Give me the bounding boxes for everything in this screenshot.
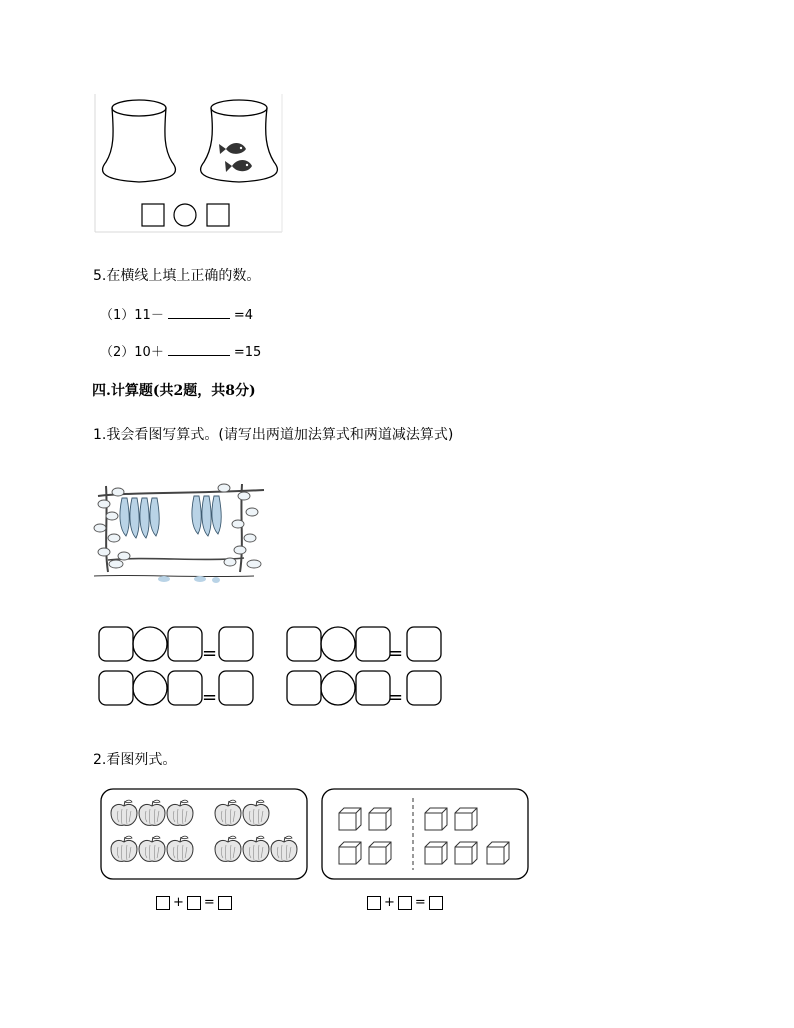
apple-icon bbox=[167, 836, 193, 861]
question-5-item-1 bbox=[100, 304, 253, 323]
apple-icon bbox=[139, 836, 165, 861]
cube-icon bbox=[339, 808, 361, 830]
question-1-title: 1.我会看图写算式。(请写出两道加法算式和两道减法算式) bbox=[93, 427, 454, 443]
equation-row bbox=[287, 627, 441, 664]
answer-box[interactable] bbox=[207, 204, 229, 226]
apple-icon bbox=[111, 800, 137, 825]
cube-icon bbox=[455, 842, 477, 864]
answer-box[interactable] bbox=[99, 627, 133, 661]
equals-sign: = bbox=[414, 895, 426, 910]
answer-box[interactable] bbox=[156, 896, 170, 910]
equation-grid bbox=[96, 624, 446, 710]
item-2-suffix: =15 bbox=[233, 345, 262, 360]
cube-icon bbox=[455, 808, 477, 830]
apples-panel bbox=[100, 788, 310, 882]
answer-box[interactable] bbox=[287, 671, 321, 705]
apples-equation bbox=[156, 892, 232, 911]
apple-icon bbox=[243, 836, 269, 861]
apple-icon bbox=[139, 800, 165, 825]
equals-sign: = bbox=[202, 687, 218, 708]
empty-cup bbox=[103, 100, 176, 182]
answer-box[interactable] bbox=[429, 896, 443, 910]
fish-icon bbox=[219, 143, 246, 154]
question-5-title: 5.在横线上填上正确的数。 bbox=[93, 268, 261, 284]
answer-box[interactable] bbox=[407, 627, 441, 661]
equation-row bbox=[99, 627, 253, 664]
answer-box[interactable] bbox=[218, 896, 232, 910]
equals-sign: = bbox=[388, 643, 404, 664]
item-1-prefix: （1）11－ bbox=[100, 308, 164, 323]
item-1-suffix: =4 bbox=[233, 308, 253, 323]
answer-box[interactable] bbox=[398, 896, 412, 910]
answer-box[interactable] bbox=[219, 627, 253, 661]
answer-box[interactable] bbox=[367, 896, 381, 910]
cups-figure bbox=[94, 94, 284, 234]
plus-sign: + bbox=[384, 895, 395, 910]
pea-vine-picture bbox=[94, 476, 269, 588]
cube-icon bbox=[369, 808, 391, 830]
section-4-title: 四.计算题(共2题，共8分) bbox=[92, 383, 256, 399]
answer-box[interactable] bbox=[187, 896, 201, 910]
operator-circle[interactable] bbox=[133, 627, 167, 661]
cubes-equation bbox=[367, 892, 443, 911]
answer-blank[interactable] bbox=[168, 343, 230, 356]
fish-cup bbox=[201, 100, 278, 182]
apple-icon bbox=[111, 836, 137, 861]
cube-icon bbox=[339, 842, 361, 864]
plus-sign: + bbox=[173, 895, 184, 910]
answer-box[interactable] bbox=[168, 627, 202, 661]
answer-box[interactable] bbox=[287, 627, 321, 661]
apple-icon bbox=[215, 800, 241, 825]
answer-box[interactable] bbox=[219, 671, 253, 705]
equation-row bbox=[99, 671, 253, 708]
equation-row bbox=[287, 671, 441, 708]
apple-icon bbox=[215, 836, 241, 861]
fish-icon bbox=[225, 160, 252, 172]
answer-box[interactable] bbox=[168, 671, 202, 705]
answer-box[interactable] bbox=[99, 671, 133, 705]
apple-icon bbox=[243, 800, 269, 825]
apple-icon bbox=[167, 800, 193, 825]
operator-circle[interactable] bbox=[321, 671, 355, 705]
apple-icon bbox=[271, 836, 297, 861]
answer-box[interactable] bbox=[142, 204, 164, 226]
item-2-prefix: （2）10＋ bbox=[100, 345, 164, 360]
cube-icon bbox=[369, 842, 391, 864]
answer-box[interactable] bbox=[407, 671, 441, 705]
question-2-title: 2.看图列式。 bbox=[93, 752, 177, 768]
equals-sign: = bbox=[388, 687, 404, 708]
operator-circle[interactable] bbox=[321, 627, 355, 661]
cube-icon bbox=[487, 842, 509, 864]
question-5-item-2 bbox=[100, 341, 261, 360]
answer-box[interactable] bbox=[356, 671, 390, 705]
cube-icon bbox=[425, 808, 447, 830]
equals-sign: = bbox=[202, 643, 218, 664]
equals-sign: = bbox=[203, 895, 215, 910]
compare-circle[interactable] bbox=[174, 204, 196, 226]
answer-box[interactable] bbox=[356, 627, 390, 661]
operator-circle[interactable] bbox=[133, 671, 167, 705]
cube-icon bbox=[425, 842, 447, 864]
cubes-panel bbox=[321, 788, 531, 882]
answer-blank[interactable] bbox=[168, 306, 230, 319]
